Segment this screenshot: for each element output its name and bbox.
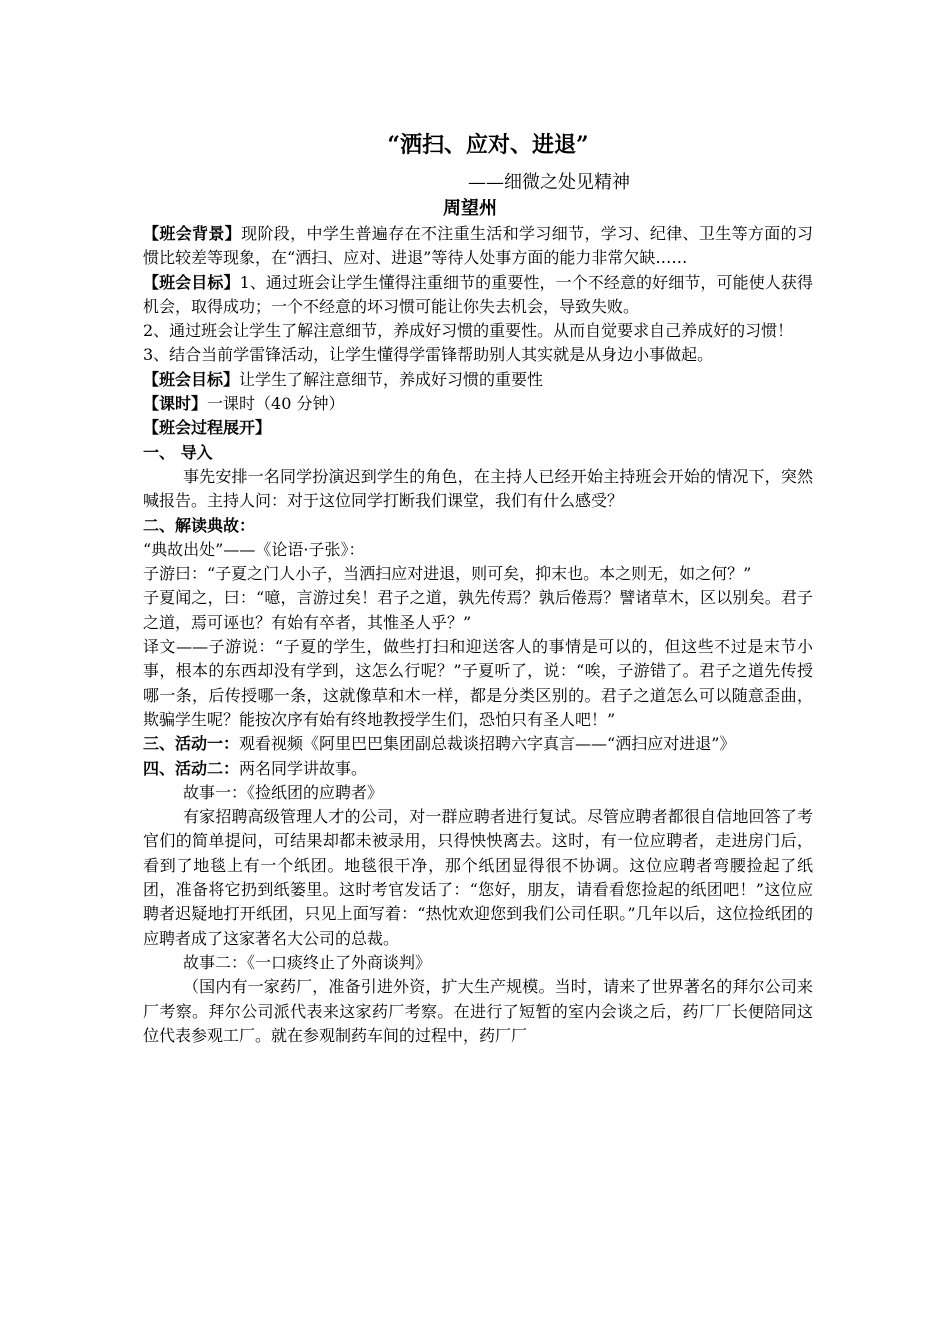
section4-text: 两名同学讲故事。 <box>239 758 368 778</box>
goals-item-3: 3、结合当前学雷锋活动，让学生懂得学雷锋帮助别人其实就是从身边小事做起。 <box>143 345 714 365</box>
goals2-label: 【班会目标】 <box>143 369 240 389</box>
story2-text: （国内有一家药厂，准备引进外资，扩大生产规模。当时，请来了世界著名的拜尔公司来厂考察。拜尔公司派代表来这家药厂考察。在进行了短暂的室内会谈之后，药厂厂长便陪同这位代表参观工厂。就在参观制药车间的过程中，药厂厂 <box>143 977 813 1045</box>
story1-text: 有家招聘高级管理人才的公司，对一群应聘者进行复试。尽管应聘者都很自信地回答了考官们的简单提问，可结果却都未被录用，只得怏怏离去。这时，有一位应聘者，走进房门后，看到了地毯上有一个纸团。地毯很干净，那个纸团显得很不协调。这位应聘者弯腰捡起了纸团，准备将它扔到纸篓里。这时考官发话了：“您好，朋友，请看看您捡起的纸团吧！”这位应聘者迟疑地打开纸团，只见上面写着：“热忱欢迎您到我们公司任职。”几年以后，这位捡纸团的应聘者成了这家著名大公司的总裁。 <box>143 807 813 948</box>
section4-heading: 四、活动二： <box>143 758 240 778</box>
section3-heading: 三、活动一： <box>143 734 240 754</box>
section3-paragraph <box>143 732 813 756</box>
section2-quote-2: 子夏闻之，曰：“噫，言游过矣！君子之道，孰先传焉？孰后倦焉？譬诸草木，区以别矣。君子之道，焉可诬也？有始有卒者，其惟圣人乎？” <box>143 588 813 632</box>
section2-heading: 二、解读典故： <box>143 515 256 535</box>
section2-quote-1: 子游曰：“子夏之门人小子，当洒扫应对进退，则可矣，抑末也。本之则无，如之何？” <box>143 564 752 584</box>
document-subtitle: ——细微之处见精神 <box>468 172 630 193</box>
author-name: 周望州 <box>443 198 497 219</box>
goals-label: 【班会目标】 <box>143 272 240 292</box>
background-paragraph <box>143 222 813 271</box>
section1-text: 事先安排一名同学扮演迟到学生的角色，在主持人已经开始主持班会开始的情况下，突然喊报告。主持人问：对于这位同学打断我们课堂，我们有什么感受？ <box>143 466 813 511</box>
background-text: 现阶段，中学生普遍存在不注重生活和学习细节，学习、纪律、卫生等方面的习惯比较差等现象，在“洒扫、应对、进退”等待人处事方面的能力非常欠缺…… <box>143 224 813 268</box>
section2-source: “典故出处”——《论语·子张》： <box>143 539 365 559</box>
document-page <box>143 128 813 1048</box>
section4-paragraph <box>143 757 813 781</box>
document-title: “洒扫、应对、进退” <box>387 132 589 158</box>
story1-title: 故事一：《捡纸团的应聘者》 <box>183 782 384 802</box>
section1-heading: 一、 导入 <box>143 442 213 462</box>
duration-text: 一课时（40 分钟） <box>207 394 345 414</box>
goals-item-2: 2、通过班会让学生了解注意细节，养成好习惯的重要性。从而自觉要求自己养成好的习惯！ <box>143 321 794 341</box>
duration-paragraph <box>143 392 813 416</box>
background-label: 【班会背景】 <box>143 224 242 243</box>
process-heading: 【班会过程展开】 <box>143 418 272 438</box>
goals-item-1: 1、通过班会让学生懂得注重细节的重要性，一个不经意的好细节，可能使人获得机会，取得成功；一个不经意的坏习惯可能让你失去机会，导致失败。 <box>143 272 813 316</box>
goals2-text: 让学生了解注意细节，养成好习惯的重要性 <box>239 369 544 389</box>
story2-title: 故事二：《一口痰终止了外商谈判》 <box>183 952 432 972</box>
goals-paragraph-2 <box>143 368 813 392</box>
goals-paragraph-1 <box>143 271 813 320</box>
section3-text: 观看视频《阿里巴巴集团副总裁谈招聘六字真言——“洒扫应对进退”》 <box>239 734 736 754</box>
section2-translation: 译文——子游说：“子夏的学生，做些打扫和迎送客人的事情是可以的，但这些不过是末节小事，根本的东西却没有学到，这怎么行呢？”子夏听了，说：“唉，子游错了。君子之道先传授哪一条，后传授哪一条，这就像草和木一样，都是分类区别的。君子之道怎么可以随意歪曲，欺骗学生呢？能按次序有始有终地教授学生们，恐怕只有圣人吧！” <box>143 637 813 729</box>
duration-label: 【课时】 <box>143 394 208 414</box>
